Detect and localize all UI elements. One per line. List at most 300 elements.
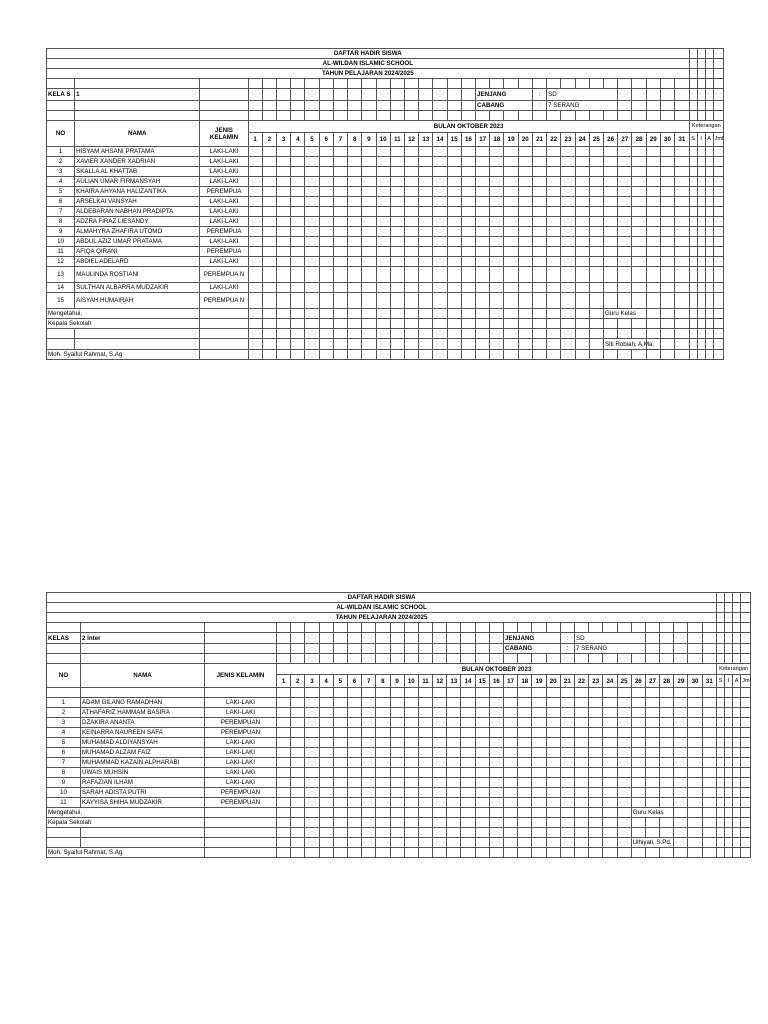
grid-cell [276, 167, 290, 177]
grid-cell [319, 197, 333, 207]
day-header: 15 [447, 133, 461, 147]
grid-cell [461, 247, 475, 257]
grid-cell [248, 187, 262, 197]
table-row [47, 79, 724, 89]
grid-cell [418, 768, 432, 778]
grid-cell [688, 728, 702, 738]
grid-cell [660, 157, 674, 167]
grid-cell [419, 350, 433, 360]
grid-cell [574, 798, 588, 808]
grid-cell [660, 708, 674, 718]
grid-cell [489, 654, 503, 664]
grid-cell [518, 838, 532, 848]
grid-cell [518, 227, 532, 237]
grid-cell [689, 187, 697, 197]
grid-cell [660, 247, 674, 257]
student-gender: LAKI-LAKI [200, 207, 248, 217]
student-gender: LAKI-LAKI [205, 708, 277, 718]
grid-cell [660, 718, 674, 728]
grid-cell [675, 319, 690, 329]
grid-cell [262, 111, 276, 121]
grid-cell [390, 267, 404, 283]
grid-cell [741, 818, 751, 828]
grid-cell [688, 748, 702, 758]
grid-cell [589, 319, 603, 329]
table-row [47, 197, 724, 207]
table-row [47, 798, 751, 808]
grid-cell [362, 339, 376, 350]
grid-cell [713, 217, 723, 227]
grid-cell [733, 698, 741, 708]
grid-cell [81, 688, 205, 698]
grid-cell [248, 247, 262, 257]
grid-cell [489, 623, 503, 633]
grid-cell [561, 237, 575, 247]
grid-cell [277, 698, 291, 708]
grid-cell [447, 293, 461, 309]
grid-cell [489, 738, 503, 748]
grid-cell [447, 217, 461, 227]
grid-cell [419, 207, 433, 217]
grid-cell [404, 768, 418, 778]
day-header: 16 [489, 675, 503, 688]
grid-cell [697, 257, 705, 267]
table-row [47, 808, 751, 818]
grid-cell [291, 758, 305, 768]
grid-cell [376, 89, 390, 101]
grid-cell [713, 157, 723, 167]
grid-cell [713, 309, 723, 319]
grid-cell [674, 848, 688, 858]
grid-cell [603, 728, 617, 738]
grid-cell [447, 283, 461, 293]
grid-cell [733, 593, 741, 603]
grid-cell [291, 111, 305, 121]
grid-cell [291, 738, 305, 748]
keterangan-col-header: A [705, 133, 713, 147]
grid-cell [741, 698, 751, 708]
grid-cell [291, 227, 305, 237]
grid-cell [347, 768, 361, 778]
grid-cell [617, 718, 631, 728]
grid-cell [433, 329, 447, 339]
grid-cell [262, 267, 276, 283]
grid-cell [725, 593, 733, 603]
grid-cell [532, 329, 546, 339]
grid-cell [589, 339, 603, 350]
grid-cell [205, 623, 277, 633]
grid-cell [560, 688, 574, 698]
grid-cell [645, 654, 659, 664]
grid-cell [518, 798, 532, 808]
grid-cell [575, 167, 589, 177]
grid-cell [741, 593, 751, 603]
grid-cell [447, 177, 461, 187]
grid-cell [713, 147, 723, 157]
grid-cell [376, 329, 390, 339]
student-gender: PEREMPUA N [200, 267, 248, 283]
grid-cell [433, 309, 447, 319]
grid-cell [646, 329, 660, 339]
grid-cell [205, 818, 277, 828]
grid-cell [291, 808, 305, 818]
grid-cell [717, 644, 725, 654]
student-name: ARSELKAI VANSYAH [75, 197, 200, 207]
grid-cell [433, 828, 447, 838]
grid-cell [390, 838, 404, 848]
grid-cell [532, 147, 546, 157]
grid-cell [532, 698, 546, 708]
grid-cell [547, 187, 561, 197]
grid-cell [688, 808, 702, 818]
table-row [47, 613, 751, 623]
table-row [47, 329, 724, 339]
student-no: 10 [47, 237, 75, 247]
grid-cell [433, 738, 447, 748]
grid-cell [291, 778, 305, 788]
grid-cell [713, 227, 723, 237]
grid-cell [347, 758, 361, 768]
grid-cell [404, 738, 418, 748]
grid-cell [447, 748, 461, 758]
day-header: 3 [305, 675, 319, 688]
grid-cell [546, 738, 560, 748]
table-row [47, 644, 751, 654]
grid-cell [631, 828, 645, 838]
grid-cell [518, 718, 532, 728]
student-gender: PEREMPUAN [205, 728, 277, 738]
grid-cell [575, 283, 589, 293]
grid-cell [447, 167, 461, 177]
grid-cell [205, 688, 277, 698]
grid-cell [532, 818, 546, 828]
grid-cell [631, 718, 645, 728]
grid-cell [645, 698, 659, 708]
grid-cell [333, 623, 347, 633]
grid-cell [589, 147, 603, 157]
table-row [47, 69, 724, 79]
grid-cell [419, 147, 433, 157]
grid-cell [489, 818, 503, 828]
grid-cell [589, 267, 603, 283]
grid-cell [675, 247, 690, 257]
grid-cell [504, 748, 518, 758]
grid-cell [733, 613, 741, 623]
grid-cell [319, 778, 333, 788]
grid-cell [660, 167, 674, 177]
grid-cell [733, 623, 741, 633]
grid-cell [490, 339, 504, 350]
grid-cell [319, 101, 333, 111]
grid-cell [489, 828, 503, 838]
grid-cell [702, 698, 716, 708]
grid-cell [532, 688, 546, 698]
grid-cell [725, 688, 733, 698]
grid-cell [561, 217, 575, 227]
grid-cell [532, 623, 546, 633]
grid-cell [262, 167, 276, 177]
grid-cell [574, 778, 588, 788]
grid-cell [305, 818, 319, 828]
grid-cell [675, 227, 690, 237]
grid-cell [741, 848, 751, 858]
grid-cell [617, 654, 631, 664]
grid-cell [646, 187, 660, 197]
grid-cell [277, 738, 291, 748]
table-row [47, 848, 751, 858]
grid-cell [504, 698, 518, 708]
grid-cell [305, 644, 319, 654]
grid-cell [362, 688, 376, 698]
grid-cell [589, 623, 603, 633]
grid-cell [276, 350, 290, 360]
grid-cell [603, 738, 617, 748]
grid-cell [390, 293, 404, 309]
grid-cell [404, 293, 418, 309]
grid-cell [291, 207, 305, 217]
grid-cell [603, 828, 617, 838]
grid-cell [319, 217, 333, 227]
grid-cell [603, 654, 617, 664]
grid-cell [489, 838, 503, 848]
grid-cell [461, 623, 475, 633]
grid-cell [504, 718, 518, 728]
grid-cell [518, 848, 532, 858]
grid-cell [717, 818, 725, 828]
grid-cell [404, 758, 418, 768]
grid-cell [262, 247, 276, 257]
grid-cell [547, 283, 561, 293]
table-row [47, 664, 751, 675]
day-header: 5 [333, 675, 347, 688]
grid-cell [561, 197, 575, 207]
grid-cell [645, 633, 659, 644]
grid-cell [461, 350, 475, 360]
grid-cell [705, 267, 713, 283]
grid-cell [490, 267, 504, 283]
grid-cell [697, 237, 705, 247]
grid-cell [490, 293, 504, 309]
grid-cell [490, 197, 504, 207]
grid-cell [418, 848, 432, 858]
grid-cell [713, 247, 723, 257]
grid-cell [433, 818, 447, 828]
grid-cell [291, 257, 305, 267]
grid-cell [688, 654, 702, 664]
grid-cell [674, 718, 688, 728]
student-gender: PEREMPUA N [200, 293, 248, 309]
grid-cell [518, 267, 532, 283]
grid-cell [319, 257, 333, 267]
grid-cell [717, 593, 725, 603]
grid-cell [262, 257, 276, 267]
keterangan-col-header: Jml [741, 675, 751, 688]
grid-cell [447, 644, 461, 654]
grid-cell [333, 828, 347, 838]
grid-cell [717, 603, 725, 613]
grid-cell [589, 708, 603, 718]
grid-cell [717, 738, 725, 748]
grid-cell [419, 157, 433, 167]
grid-cell [418, 838, 432, 848]
grid-cell [705, 350, 713, 360]
school-name: AL-WILDAN ISLAMIC SCHOOL [47, 59, 690, 69]
table-row [47, 718, 751, 728]
grid-cell [277, 848, 291, 858]
attendance-sheet-class-1 [46, 48, 724, 360]
student-name: MUHAMMAD KAZAIN ALPHARABI [81, 758, 205, 768]
grid-cell [433, 283, 447, 293]
grid-cell [532, 798, 546, 808]
grid-cell [390, 111, 404, 121]
table-row [47, 217, 724, 227]
grid-cell [546, 698, 560, 708]
grid-cell [276, 101, 290, 111]
grid-cell [618, 267, 632, 283]
grid-cell [447, 147, 461, 157]
grid-cell [390, 237, 404, 247]
keterangan-col-header: I [725, 675, 733, 688]
grid-cell [305, 157, 319, 167]
grid-cell [532, 828, 546, 838]
grid-cell [376, 111, 390, 121]
grid-cell [418, 698, 432, 708]
grid-cell [660, 778, 674, 788]
grid-cell [404, 644, 418, 654]
kelas-value: 1 [75, 89, 200, 101]
day-header: 21 [560, 675, 574, 688]
grid-cell [248, 147, 262, 157]
grid-cell [47, 339, 75, 350]
grid-cell [675, 257, 690, 267]
grid-cell [604, 247, 618, 257]
grid-cell [518, 177, 532, 187]
grid-cell [333, 101, 347, 111]
grid-cell [476, 293, 490, 309]
student-no: 3 [47, 167, 75, 177]
grid-cell [362, 654, 376, 664]
grid-cell [475, 798, 489, 808]
grid-cell [490, 111, 504, 121]
grid-cell [418, 633, 432, 644]
grid-cell [675, 167, 690, 177]
grid-cell [575, 157, 589, 167]
grid-cell [362, 828, 376, 838]
grid-cell [504, 79, 518, 89]
student-gender: PEREMPUA [200, 187, 248, 197]
grid-cell [305, 167, 319, 177]
grid-cell [305, 227, 319, 237]
grid-cell [689, 59, 697, 69]
grid-cell [418, 778, 432, 788]
grid-cell [348, 283, 362, 293]
grid-cell [333, 339, 347, 350]
grid-cell [741, 633, 751, 644]
day-header: 13 [419, 133, 433, 147]
grid-cell [390, 818, 404, 828]
grid-cell [725, 798, 733, 808]
day-header: 29 [646, 133, 660, 147]
table-row [47, 818, 751, 828]
grid-cell [504, 217, 518, 227]
grid-cell [461, 157, 475, 167]
grid-cell [575, 227, 589, 237]
grid-cell [319, 848, 333, 858]
student-name: HISYAM AHSANI PRATAMA [75, 147, 200, 157]
grid-cell [475, 778, 489, 788]
jenjang-label: JENJANG [476, 89, 533, 101]
grid-cell [560, 768, 574, 778]
grid-cell [504, 329, 518, 339]
grid-cell [376, 654, 390, 664]
grid-cell [447, 798, 461, 808]
student-no: 3 [47, 718, 81, 728]
grid-cell [262, 89, 276, 101]
day-header: 23 [561, 133, 575, 147]
grid-cell [518, 339, 532, 350]
grid-cell [589, 778, 603, 788]
grid-cell [333, 688, 347, 698]
grid-cell [575, 177, 589, 187]
grid-cell [248, 101, 262, 111]
grid-cell [697, 59, 705, 69]
grid-cell [504, 319, 518, 329]
grid-cell [546, 623, 560, 633]
grid-cell [248, 267, 262, 283]
grid-cell [390, 187, 404, 197]
grid-cell [575, 319, 589, 329]
grid-cell [404, 283, 418, 293]
grid-cell [702, 838, 716, 848]
grid-cell [733, 838, 741, 848]
grid-cell [645, 644, 659, 654]
grid-cell [319, 828, 333, 838]
day-header: 2 [262, 133, 276, 147]
grid-cell [47, 111, 75, 121]
grid-cell [490, 257, 504, 267]
grid-cell [589, 177, 603, 187]
grid-cell [319, 147, 333, 157]
grid-cell [725, 708, 733, 718]
grid-cell [376, 748, 390, 758]
grid-cell [632, 177, 646, 187]
grid-cell [660, 293, 674, 309]
student-gender: LAKI-LAKI [200, 283, 248, 293]
grid-cell [560, 798, 574, 808]
grid-cell [447, 728, 461, 738]
grid-cell [291, 157, 305, 167]
keterangan-col-header: S [717, 675, 725, 688]
grid-cell [733, 633, 741, 644]
grid-cell [419, 197, 433, 207]
grid-cell [575, 147, 589, 157]
grid-cell [276, 257, 290, 267]
grid-cell [689, 49, 697, 59]
grid-cell [604, 257, 618, 267]
grid-cell [433, 788, 447, 798]
grid-cell [705, 237, 713, 247]
grid-cell [490, 247, 504, 257]
kelas-label: KELA S [47, 89, 75, 101]
grid-cell [200, 89, 248, 101]
grid-cell [390, 798, 404, 808]
grid-cell [490, 283, 504, 293]
grid-cell [618, 329, 632, 339]
student-gender: LAKI-LAKI [200, 157, 248, 167]
grid-cell [461, 111, 475, 121]
grid-cell [688, 818, 702, 828]
grid-cell [348, 257, 362, 267]
